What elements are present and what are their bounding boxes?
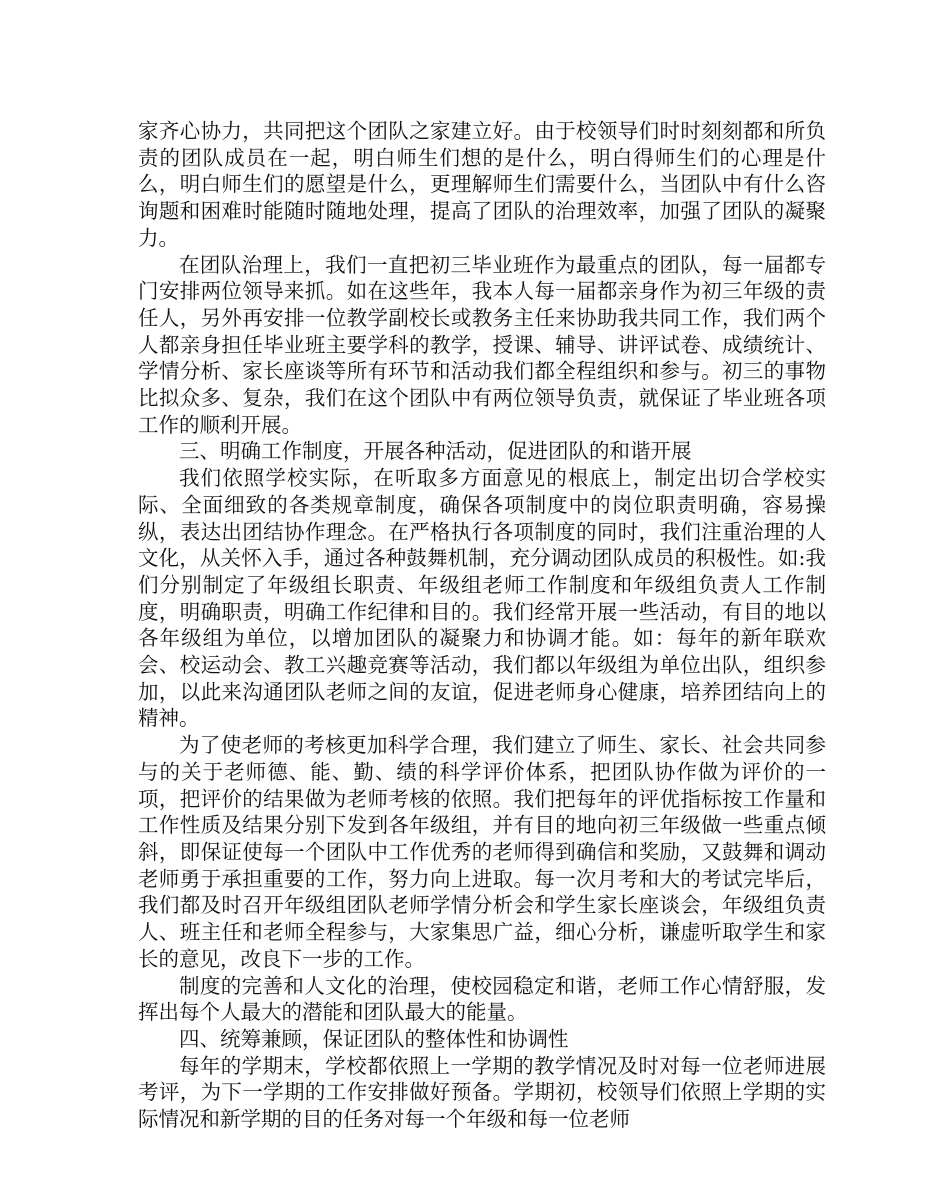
- section-heading-3: 三、明确工作制度，开展各种活动，促进团队的和谐开展: [179, 439, 692, 464]
- paragraph-4: 我们依照学校实际，在听取多方面意见的根底上，制定出切合学校实际、全面细致的各类规章制度，确保各项制度中的岗位职责明确，容易操纵，表达出团结协作理念。在严格执行各项制度的同时，我们注重治理的人文化，从关怀入手，通过各种鼓舞机制，充分调动团队成员的积极性。如:我们分别制定了年级组长职责、年级组老师工作制度和年级组负责人工作制度，明确职责，明确工作纪律和目的。我们经常开展一些活动，有目的地以各年级组为单位，以增加团队的凝聚力和协调才能。如：每年的新年联欢会、校运动会、教工兴趣竞赛等活动，我们都以年级组为单位出队，组织参加，以此来沟通团队老师之间的友谊，促进老师身心健康，培养团结向上的精神。: [138, 466, 826, 731]
- paragraph-2: 在团队治理上，我们一直把初三毕业班作为最重点的团队，每一届都专门安排两位领导来抓。如在这些年，我本人每一届都亲身作为初三年级的责任人，另外再安排一位教学副校长或教务主任来协助我共同工作，我们两个人都亲身担任毕业班主要学科的教学，授课、辅导、讲评试卷、成绩统计、学情分析、家长座谈等所有环节和活动我们都全程组织和参与。初三的事物比拟众多、复杂，我们在这个团队中有两位领导负责，就保证了毕业班各项工作的顺利开展。: [138, 252, 826, 437]
- section-heading-4: 四、统筹兼顾，保证团队的整体性和协调性: [179, 1026, 569, 1051]
- document-page: [138, 118, 826, 1133]
- paragraph-8: 每年的学期末，学校都依照上一学期的教学情况及时对每一位老师进展考评，为下一学期的工作安排做好预备。学期初，校领导们依照上学期的实际情况和新学期的目的任务对每一个年级和每一位老师: [138, 1053, 826, 1132]
- paragraph-6: 制度的完善和人文化的治理，使校园稳定和谐，老师工作心情舒服，发挥出每个人最大的潜能和团队最大的能量。: [138, 973, 826, 1025]
- paragraph-1: 家齐心协力，共同把这个团队之家建立好。由于校领导们时时刻刻都和所负责的团队成员在一起，明白师生们想的是什么，明白得师生们的心理是什么，明白师生们的愿望是什么，更理解师生们需要什么，当团队中有什么咨询题和困难时能随时随地处理，提高了团队的治理效率，加强了团队的凝聚力。: [138, 119, 826, 250]
- paragraph-5: 为了使老师的考核更加科学合理，我们建立了师生、家长、社会共同参与的关于老师德、能、勤、绩的科学评价体系，把团队协作做为评价的一项，把评价的结果做为老师考核的依照。我们把每年的评优指标按工作量和工作性质及结果分别下发到各年级组，并有目的地向初三年级做一些重点倾斜，即保证使每一个团队中工作优秀的老师得到确信和奖励，又鼓舞和调动老师勇于承担重要的工作，努力向上进取。每一次月考和大的考试完毕后，我们都及时召开年级组团队老师学情分析会和学生家长座谈会，年级组负责人、班主任和老师全程参与，大家集思广益，细心分析，谦虚听取学生和家长的意见，改良下一步的工作。: [138, 733, 826, 971]
